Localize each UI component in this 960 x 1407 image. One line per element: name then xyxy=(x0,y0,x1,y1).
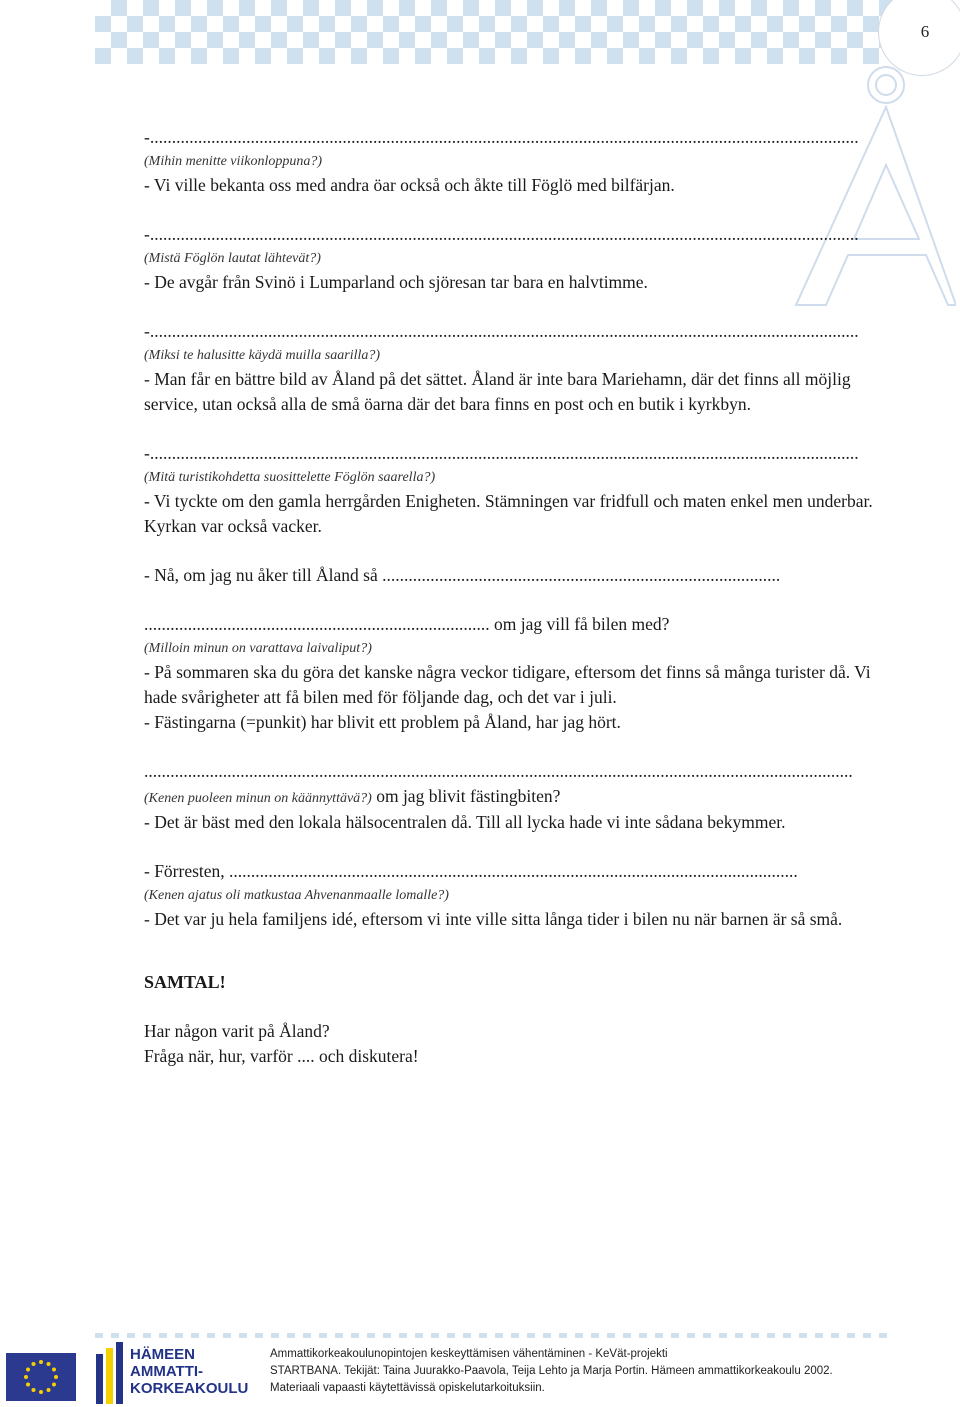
finnish-prompt: (Kenen ajatus oli matkustaa Ahvenanmaalle lomalle?) xyxy=(144,888,449,903)
eu-flag-icon xyxy=(6,1353,76,1401)
logo-line: HÄMEEN xyxy=(130,1346,196,1363)
exercise-item-6 xyxy=(144,759,896,835)
question-line: ............................................................................... om jag vill få bilen med? xyxy=(144,614,670,634)
exercise-item-1 xyxy=(144,125,896,198)
logo-line: AMMATTI- xyxy=(130,1363,204,1380)
answer-blank-line: -.................................................................................................................................................................. xyxy=(144,443,859,463)
question-line: - Nå, om jag nu åker till Åland så ........................................................................................... xyxy=(144,565,781,585)
exercise-item-7 xyxy=(144,859,896,932)
eu-star xyxy=(52,1368,56,1372)
question-line: - Förresten, .................................................................................................................................. xyxy=(144,861,798,881)
logo-line: KORKEAKOULU xyxy=(130,1380,249,1397)
footer-divider xyxy=(95,1333,895,1338)
hamk-logo-text xyxy=(130,1346,248,1397)
swedish-answer: - Vi ville bekanta oss med andra öar också och åkte till Föglö med bilfärjan. xyxy=(144,175,675,195)
footer-authors-line: STARTBANA. Tekijät: Taina Juurakko-Paavola, Teija Lehto ja Marja Portin. Hämeen ammattikorkeakoulu 2002. xyxy=(270,1365,833,1377)
finnish-prompt: (Milloin minun on varattava laivaliput?) xyxy=(144,641,372,656)
eu-star xyxy=(26,1383,30,1387)
eu-star xyxy=(47,1362,51,1366)
swedish-answer: - Man får en bättre bild av Åland på det sättet. Åland är inte bara Mariehamn, där det finns all möjlig service, utan också alla de små öarna där det bara finns en post och en butik i kyrkbyn. xyxy=(144,369,851,414)
answer-blank-line: -.................................................................................................................................................................. xyxy=(144,224,859,244)
eu-star xyxy=(47,1388,51,1392)
swedish-statement: - Fästingarna (=punkit) har blivit ett problem på Åland, har jag hört. xyxy=(144,712,621,732)
samtal-question: Har någon varit på Åland? xyxy=(144,1021,330,1041)
swedish-answer: - Det var ju hela familjens idé, eftersom vi inte ville sitta långa tider i bilen nu när barnen är så små. xyxy=(144,909,843,929)
finnish-prompt: (Mistä Föglön lautat lähtevät?) xyxy=(144,251,321,266)
finnish-prompt: (Mihin menitte viikonloppuna?) xyxy=(144,154,323,169)
answer-blank-line: -.................................................................................................................................................................. xyxy=(144,127,859,147)
exercise-item-4 xyxy=(144,441,896,539)
samtal-instruction: Fråga när, hur, varför .... och diskutera! xyxy=(144,1046,419,1066)
swedish-answer: - Vi tyckte om den gamla herrgården Enigheten. Stämningen var fridfull och maten enkel men underbar. Kyrkan var också vacker. xyxy=(144,491,873,536)
exercise-content xyxy=(144,125,896,1069)
eu-star xyxy=(52,1383,56,1387)
finnish-prompt: (Mitä turistikohdetta suosittelette Föglön saarella?) xyxy=(144,470,436,485)
question-tail: om jag blivit fästingbiten? xyxy=(371,786,561,806)
answer-blank-line: -.................................................................................................................................................................. xyxy=(144,321,859,341)
eu-star xyxy=(24,1375,28,1379)
eu-star xyxy=(26,1368,30,1372)
answer-blank-line: .................................................................................................................................................................. xyxy=(144,761,853,781)
swedish-answer: - De avgår från Svinö i Lumparland och sjöresan tar bara en halvtimme. xyxy=(144,272,648,292)
footer-license-line: Materiaali vapaasti käytettävissä opiskelutarkoituksiin. xyxy=(270,1382,545,1394)
samtal-heading: SAMTAL! xyxy=(144,972,226,992)
eu-star xyxy=(32,1362,36,1366)
exercise-item-5 xyxy=(144,563,896,735)
eu-star xyxy=(39,1390,43,1394)
eu-star xyxy=(39,1360,43,1364)
eu-star xyxy=(32,1388,36,1392)
finnish-prompt: (Kenen puoleen minun on käännyttävä?) xyxy=(144,791,372,806)
swedish-answer: - På sommaren ska du göra det kanske några veckor tidigare, eftersom det finns så många turister då. Vi hade svårigheter att få bilen med för följande dag, och det var i juli. xyxy=(144,662,871,707)
exercise-item-3 xyxy=(144,319,896,417)
footer-project-line: Ammattikorkeakoulunopintojen keskeyttämisen vähentäminen - KeVät-projekti xyxy=(270,1348,668,1360)
prompt-line xyxy=(144,784,896,810)
finnish-prompt: (Miksi te halusitte käydä muilla saarilla?) xyxy=(144,348,381,363)
swedish-answer: - Det är bäst med den lokala hälsocentralen då. Till all lycka hade vi inte sådana bekymmer. xyxy=(144,812,786,832)
eu-star xyxy=(54,1375,58,1379)
footer-credits xyxy=(270,1346,833,1397)
samtal-section xyxy=(144,970,896,1069)
exercise-item-2 xyxy=(144,222,896,295)
page-number: 6 xyxy=(920,22,930,41)
